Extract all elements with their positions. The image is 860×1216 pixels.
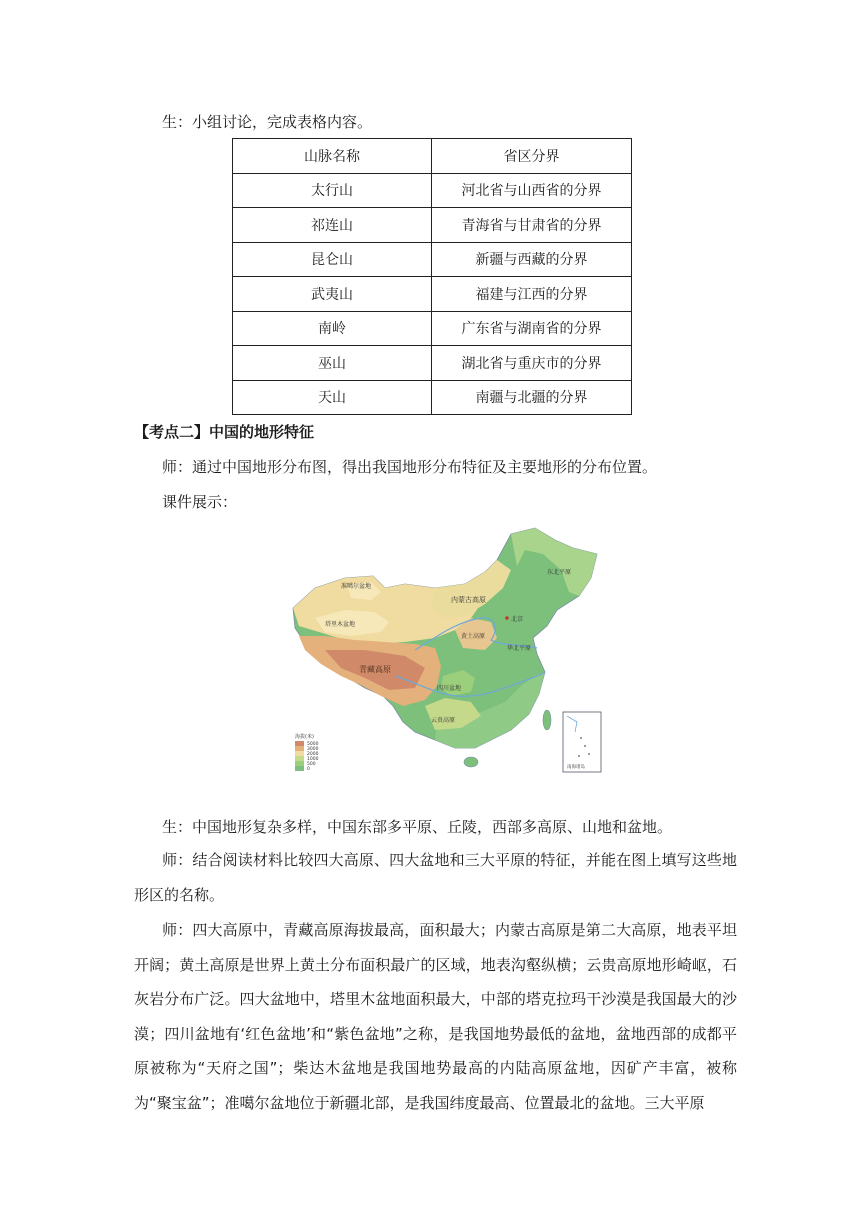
- boundary-text: 福建与江西的分界: [432, 277, 632, 312]
- taiwan-island: [543, 710, 551, 730]
- legend-value: 3000: [307, 747, 319, 752]
- boundary-text: 广东省与湖南省的分界: [432, 311, 632, 346]
- label-huabei: 华北平原: [507, 645, 532, 652]
- map-legend: [295, 733, 319, 772]
- boundary-text: 南疆与北疆的分界: [432, 380, 632, 415]
- intro-text: 生：小组讨论，完成表格内容。: [162, 113, 373, 131]
- mountain-name: 昆仑山: [233, 242, 432, 277]
- mountain-name: 巫山: [233, 346, 432, 381]
- china-terrain-map: [285, 526, 605, 778]
- legend-value: 0: [307, 767, 310, 772]
- mountain-name: 太行山: [233, 173, 432, 208]
- teacher-line-3-text: 师：四大高原中，青藏高原海拔最高，面积最大；内蒙古高原是第二大高原，地表平坦开阔；黄土高原是世界上黄土分布面积最广的区域，地表沟壑纵横；云贵高原地形崎岖，石灰岩分布广泛。四大盆地中，塔里木盆地面积最大，中部的塔克拉玛干沙漠是我国最大的沙漠；四川盆地有‘红色盆地’和“紫色盆地”之称，是我国地势最低的盆地，盆地西部的成都平原被称为“天府之国”；柴达木盆地是我国地势最高的内陆高原盆地，因矿产丰富，被称为“聚宝盆”；准噶尔盆地位于新疆北部，是我国纬度最高、位置最北的盆地。三大平原: [134, 921, 737, 1112]
- label-qingzang: 青藏高原: [359, 665, 391, 674]
- teacher-line-2: [134, 843, 737, 912]
- legend-value: 2000: [307, 752, 319, 757]
- label-nanhai: 南海诸岛: [567, 765, 585, 770]
- student-answer: 生：中国地形复杂多样，中国东部多平原、丘陵，西部多高原、山地和盆地。: [162, 818, 673, 836]
- boundary-text: 新疆与西藏的分界: [432, 242, 632, 277]
- mountain-name: 南岭: [233, 311, 432, 346]
- legend-value: 1000: [307, 757, 319, 762]
- teacher-line-1: 师：通过中国地形分布图，得出我国地形分布特征及主要地形的分布位置。: [162, 458, 658, 476]
- hainan-island: [464, 757, 478, 767]
- table-row: [233, 208, 632, 243]
- table-row: [233, 242, 632, 277]
- label-sichuan: 四川盆地: [437, 685, 462, 692]
- table-row: [233, 311, 632, 346]
- mountain-name: 天山: [233, 380, 432, 415]
- mountain-name: 武夷山: [233, 277, 432, 312]
- beijing-marker: [505, 616, 509, 620]
- courseware-label: 课件展示：: [162, 493, 238, 511]
- label-tarim: 塔里木盆地: [325, 621, 356, 628]
- teacher-line-2-text: 师：结合阅读材料比较四大高原、四大盆地和三大平原的特征，并能在图上填写这些地形区的名称。: [134, 851, 737, 904]
- mountain-table: [232, 138, 632, 415]
- table-header-row: [233, 139, 632, 174]
- boundary-text: 青海省与甘肃省的分界: [432, 208, 632, 243]
- boundary-text: 河北省与山西省的分界: [432, 173, 632, 208]
- header-mountain: 山脉名称: [233, 139, 432, 174]
- legend-value: 5000: [307, 742, 319, 747]
- label-beijing: 北京: [511, 616, 524, 623]
- table-row: [233, 277, 632, 312]
- label-neimenggu: 内蒙古高原: [451, 596, 486, 604]
- label-huangtu: 黄土高原: [461, 633, 486, 640]
- table-row: [233, 346, 632, 381]
- legend-title: 海拔(米): [295, 734, 314, 740]
- legend-value: 500: [307, 762, 316, 767]
- table-row: [233, 173, 632, 208]
- header-boundary: 省区分界: [432, 139, 632, 174]
- teacher-line-3: [134, 913, 737, 1120]
- label-junggar: 准噶尔盆地: [341, 583, 372, 590]
- south-china-sea-inset: [563, 712, 601, 772]
- label-yungui: 云贵高原: [431, 717, 456, 724]
- mountain-name: 祁连山: [233, 208, 432, 243]
- table-row: [233, 380, 632, 415]
- section-heading: 【考点二】中国的地形特征: [134, 423, 315, 441]
- boundary-text: 湖北省与重庆市的分界: [432, 346, 632, 381]
- label-dongbei: 东北平原: [547, 569, 572, 576]
